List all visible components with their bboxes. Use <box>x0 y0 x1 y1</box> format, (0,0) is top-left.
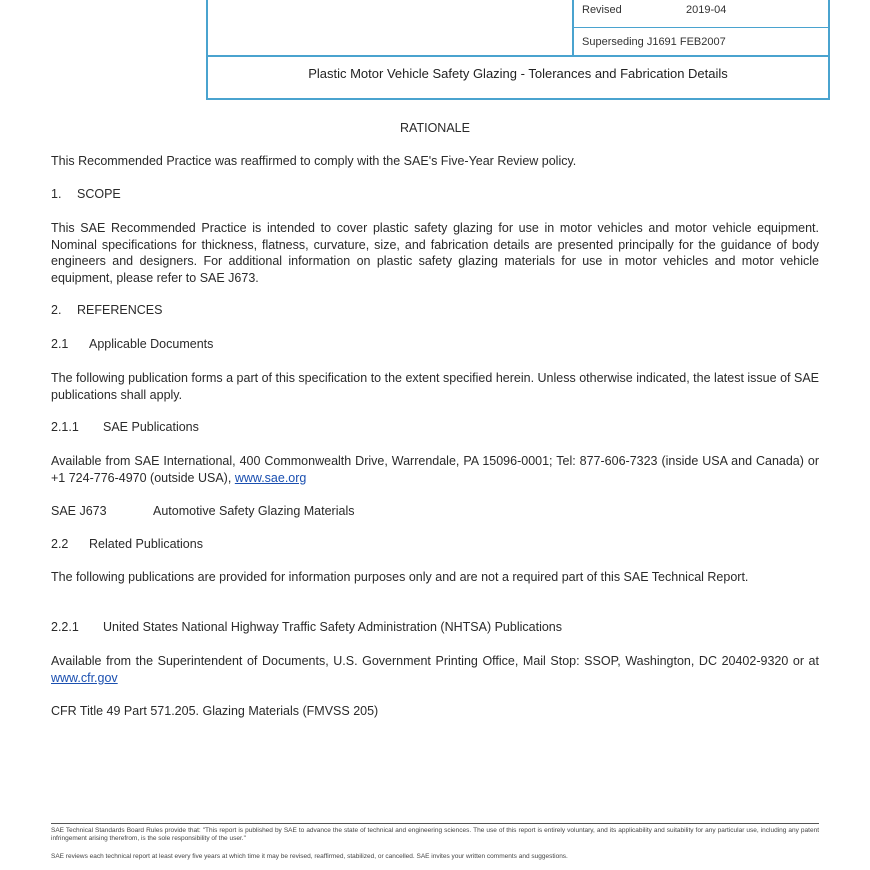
section-title: REFERENCES <box>77 303 163 317</box>
nhtsa-publications-heading <box>51 619 819 636</box>
sae-reference-entry <box>51 503 819 520</box>
cfr-reference: CFR Title 49 Part 571.205. Glazing Materials (FMVSS 205) <box>51 704 379 718</box>
rationale-heading: RATIONALE <box>400 121 470 135</box>
related-publications-text: The following publications are provided for information purposes only and are not a required part of this SAE Technical Report. <box>51 570 749 584</box>
cfr-website-link[interactable]: www.cfr.gov <box>51 670 118 685</box>
scope-text: This SAE Recommended Practice is intended to cover plastic safety glazing for use in motor vehicles and motor vehicle equipment. Nominal specifications for thickness, flatness, curvature, size, and fabrication details are presented principally for the guidance of body engineers and designers. For additional information on plastic safety glazing materials for use in motor vehicles and motor vehicle equipment, please refer to SAE J673. <box>51 221 819 285</box>
sae-website-link[interactable]: www.sae.org <box>234 470 307 485</box>
footer-note-voluntary-use: SAE Technical Standards Board Rules provide that: "This report is published by SAE to advance the state of technical and engineering sciences. The use of this report is entirely voluntary, and its applicability and suitability for any particular use, including any patent infringement arising therefrom, is the sole responsibility of the user." <box>51 827 819 842</box>
applicable-documents-text: The following publication forms a part of this specification to the extent specified herein. Unless otherwise indicated, the latest issue of SAE publications shall apply. <box>51 371 819 402</box>
section-title: SAE Publications <box>103 420 199 434</box>
section-number: 2. <box>51 303 62 317</box>
section-title: SCOPE <box>77 187 121 201</box>
section-number: 2.1.1 <box>51 420 79 434</box>
revised-date: 2019-04 <box>686 4 727 16</box>
section-number: 2.2 <box>51 537 69 551</box>
gpo-address: Available from the Superintendent of Documents, U.S. Government Printing Office, Mail Stop: SSOP, Washington, DC 20402-9320 or at <box>51 654 819 668</box>
related-publications-heading <box>51 536 819 553</box>
applicable-documents-heading <box>51 336 819 353</box>
sae-publications-text <box>51 453 819 486</box>
revised-label: Revised <box>582 4 622 16</box>
reference-title: Automotive Safety Glazing Materials <box>153 504 355 518</box>
header-cell-divider <box>572 27 830 28</box>
section-number: 2.1 <box>51 337 69 351</box>
header-divider <box>208 55 828 57</box>
document-header-box <box>206 0 830 100</box>
header-left-cell <box>208 0 574 57</box>
nhtsa-publications-text <box>51 653 819 686</box>
footer-divider <box>51 823 819 824</box>
section-number: 1. <box>51 187 62 201</box>
section-title: United States National Highway Traffic Safety Administration (NHTSA) Publications <box>103 620 562 634</box>
sae-publications-heading <box>51 419 819 436</box>
document-title: Plastic Motor Vehicle Safety Glazing - Tolerances and Fabrication Details <box>308 66 728 81</box>
references-heading <box>51 302 819 319</box>
sae-address: Available from SAE International, 400 Commonwealth Drive, Warrendale, PA 15096-0001; Tel: 877-606-7323 (inside USA and Canada) or +1 724-776-4970 (outside USA), <box>51 454 819 485</box>
footer-note-review-policy: SAE reviews each technical report at least every five years at which time it may be revised, reaffirmed, stabilized, or cancelled. SAE invites your written comments and suggestions. <box>51 853 568 860</box>
section-number: 2.2.1 <box>51 620 79 634</box>
section-title: Applicable Documents <box>89 337 214 351</box>
reference-code: SAE J673 <box>51 504 107 518</box>
superseding-note: Superseding J1691 FEB2007 <box>582 36 726 48</box>
rationale-text: This Recommended Practice was reaffirmed to comply with the SAE's Five-Year Review policy. <box>51 154 577 168</box>
scope-heading <box>51 186 819 203</box>
section-title: Related Publications <box>89 537 203 551</box>
